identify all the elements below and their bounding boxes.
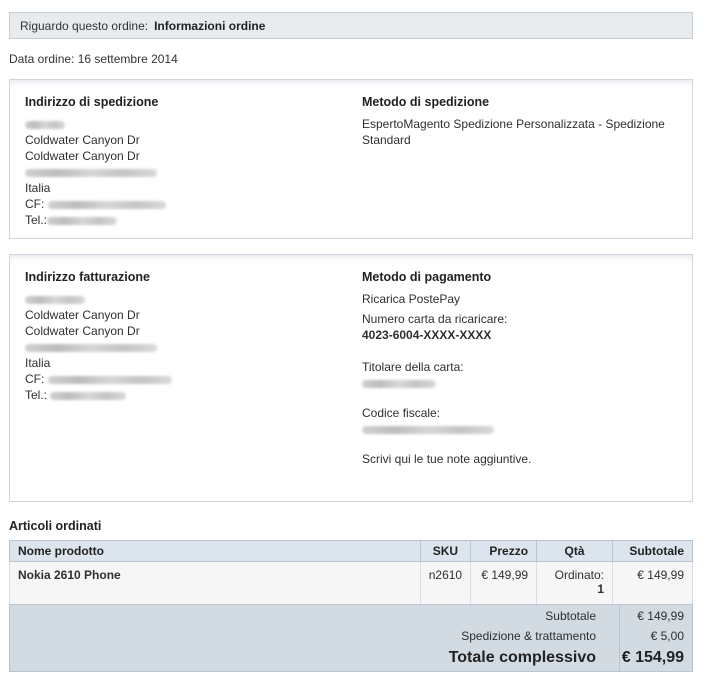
fiscal-code-label: Codice fiscale: bbox=[362, 406, 441, 420]
billing-address bbox=[25, 269, 345, 403]
shipping-box bbox=[9, 79, 693, 239]
shipping-method-value-1: EspertoMagento Spedizione Personalizzata - Spedizione bbox=[362, 117, 665, 131]
product-price: € 149,99 bbox=[471, 562, 537, 606]
redacted-city bbox=[25, 339, 345, 355]
payment-method-name: Ricarica PostePay bbox=[362, 292, 461, 306]
card-number-value: 4023-6004-XXXX-XXXX bbox=[362, 328, 492, 342]
grand-total-value: € 154,99 bbox=[621, 649, 684, 666]
product-qty: Ordinato: 1 bbox=[537, 562, 613, 606]
billing-street-2: Coldwater Canyon Dr bbox=[25, 324, 140, 338]
totals-divider bbox=[619, 605, 620, 671]
shipping-method-title: Metodo di spedizione bbox=[362, 95, 490, 109]
billing-street-1: Coldwater Canyon Dr bbox=[25, 308, 140, 322]
shipping-method-value-2: Standard bbox=[362, 133, 411, 147]
shipping-address-title: Indirizzo di spedizione bbox=[25, 95, 159, 109]
shipping-cf: CF: bbox=[25, 196, 345, 212]
shipping-tel: Tel.: bbox=[25, 212, 345, 228]
col-product-name: Nome prodotto bbox=[10, 541, 421, 562]
shipping-value: € 5,00 bbox=[650, 629, 684, 643]
shipping-label: Spedizione & trattamento bbox=[461, 629, 596, 643]
subtotal-value: € 149,99 bbox=[637, 609, 684, 623]
col-subtotal: Subtotale bbox=[613, 541, 693, 562]
order-totals bbox=[9, 604, 693, 672]
card-holder-label: Titolare della carta: bbox=[362, 360, 464, 374]
order-info-header bbox=[9, 12, 693, 39]
billing-country: Italia bbox=[25, 356, 51, 370]
redacted-name bbox=[25, 116, 345, 132]
product-sku: n2610 bbox=[420, 562, 470, 606]
redacted-city bbox=[25, 164, 345, 180]
order-info-label: Riguardo questo ordine: bbox=[20, 18, 149, 33]
ordered-items-title: Articoli ordinati bbox=[9, 519, 102, 533]
billing-box bbox=[9, 254, 693, 502]
redacted-name bbox=[25, 291, 345, 307]
shipping-country: Italia bbox=[25, 181, 51, 195]
billing-address-title: Indirizzo fatturazione bbox=[25, 270, 150, 284]
col-price: Prezzo bbox=[471, 541, 537, 562]
payment-method-title: Metodo di pagamento bbox=[362, 270, 492, 284]
shipping-street-2: Coldwater Canyon Dr bbox=[25, 149, 140, 163]
payment-method bbox=[362, 269, 682, 467]
payment-notes: Scrivi qui le tue note aggiuntive. bbox=[362, 452, 532, 466]
col-sku: SKU bbox=[420, 541, 470, 562]
product-subtotal: € 149,99 bbox=[613, 562, 693, 606]
items-table-header bbox=[10, 541, 693, 562]
redacted-fiscal-code bbox=[362, 421, 682, 437]
col-qty: Qtà bbox=[537, 541, 613, 562]
items-table bbox=[9, 540, 693, 606]
order-info-value: Informazioni ordine bbox=[154, 18, 266, 33]
grand-total-label: Totale complessivo bbox=[448, 649, 596, 666]
shipping-address bbox=[25, 94, 345, 228]
redacted-holder bbox=[362, 375, 682, 391]
subtotal-label: Subtotale bbox=[545, 609, 596, 623]
card-number-label: Numero carta da ricaricare: bbox=[362, 312, 508, 326]
shipping-street-1: Coldwater Canyon Dr bbox=[25, 133, 140, 147]
table-row bbox=[10, 562, 693, 606]
product-name: Nokia 2610 Phone bbox=[10, 562, 421, 606]
billing-tel: Tel.: bbox=[25, 387, 345, 403]
order-date: Data ordine: 16 settembre 2014 bbox=[9, 52, 178, 66]
shipping-method bbox=[362, 94, 682, 148]
billing-cf: CF: bbox=[25, 371, 345, 387]
